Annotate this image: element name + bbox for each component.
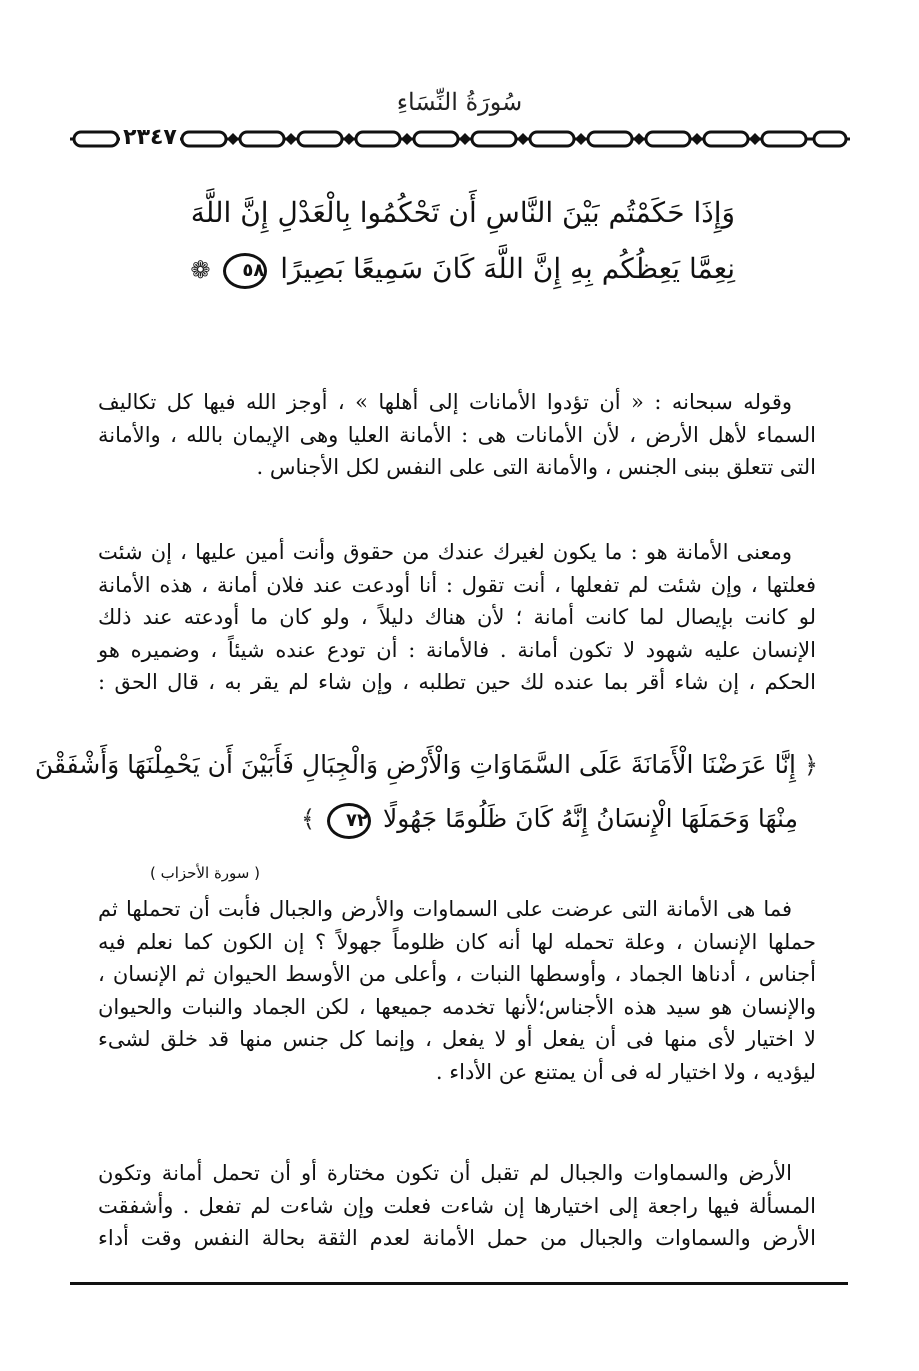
paragraph-line: فعلتها ، وإن شئت لم تفعلها ، أنت تقول : أنا أودعت عند فلان أمانة ، هذه الأمانة xyxy=(98,572,816,597)
paragraph-line: وقوله سبحانه : « أن تؤدوا الأمانات إلى أهلها » ، أوجز الله فيها كل تكاليف xyxy=(98,390,792,414)
ayah-number-marker: ٧٢ xyxy=(327,803,371,839)
verse-line-1: وَإِذَا حَكَمْتُم بَيْنَ النَّاسِ أَن تَحْكُمُوا بِالْعَدْلِ إِنَّ اللَّهَ xyxy=(190,196,735,229)
paragraph-3 xyxy=(98,893,816,1088)
page-number: ٢٣٤٧ xyxy=(120,125,180,150)
quoted-quranic-verse xyxy=(34,738,818,846)
paragraph-line: فما هى الأمانة التى عرضت على السماوات والأرض والجبال فأبت أن تحملها ثم xyxy=(98,897,792,921)
paragraph-line: المسألة فيها راجعة إلى اختيارها إن شاءت فعلت وإن شاءت لم تفعل . وأشفقت xyxy=(98,1193,816,1218)
quoted-verse-line-2-text: مِنْهَا وَحَمَلَهَا الْإِنسَانُ إِنَّهُ كَانَ ظَلُومًا جَهُولًا xyxy=(382,804,798,833)
paragraph-line: لا اختيار لأى منها فى أن يفعل أو لا يفعل ، وإنما كل جنس منها قد خلق لشىء xyxy=(98,1027,816,1051)
verse-line-2-text: نِعِمَّا يَعِظُكُم بِهِ إِنَّ اللَّهَ كَانَ سَمِيعًا بَصِيرًا xyxy=(280,252,735,285)
paragraph-2 xyxy=(98,536,816,699)
paragraph-1 xyxy=(98,386,816,484)
paragraph-line: حملها الإنسان ، وعلة تحمله لها أنه كان ظلوماً جهولاً ؟ إن الكون كما نعلم فيه xyxy=(98,929,816,954)
paragraph-4 xyxy=(98,1157,816,1255)
quoted-verse-line-2 xyxy=(98,792,818,846)
paragraph-line: لو كانت بإيصال لما كانت أمانة ؛ لأن هناك دليلاً ، ولو كان ما أودعته عند ذلك xyxy=(98,605,816,629)
paragraph-line: أجناس ، أدناها الجماد ، وأوسطها النبات ، وأعلى من الأوسط الحيوان ثم الإنسان ، xyxy=(98,962,816,986)
paragraph-line: التى تتعلق ببنى الجنس ، والأمانة التى على النفس لكل الأجناس . xyxy=(256,455,816,479)
decorative-header-rule xyxy=(70,128,850,150)
paragraph-line: ليؤديه ، ولا اختيار له فى أن يمتنع عن الأداء . xyxy=(435,1059,816,1084)
paragraph-line: والإنسان هو سيد هذه الأجناس؛لأنها تخدمه جميعها ، لكن الجماد والنبات والحيوان xyxy=(98,994,816,1019)
surah-reference: ( سورة الأحزاب ) xyxy=(150,864,260,882)
verse-open-bracket-icon: ﴿ xyxy=(803,751,818,779)
quoted-verse-line-1-text: إِنَّا عَرَضْنَا الْأَمَانَةَ عَلَى السَّمَاوَاتِ وَالْأَرْضِ وَالْجِبَالِ فَأَبَيْنَ أَن يَحْمِلْنَهَا وَأَشْفَقْنَ xyxy=(34,750,796,779)
ayah-number-marker: ٥٨ xyxy=(223,253,267,289)
footer-rule xyxy=(70,1282,848,1285)
surah-title: سُورَةُ النِّسَاءِ xyxy=(396,88,523,116)
paragraph-line: ومعنى الأمانة هو : ما يكون لغيرك عندك من حقوق وأنت أمين عليها ، إن شئت xyxy=(98,540,792,564)
paragraph-line: السماء لأهل الأرض ، لأن الأمانات هى : الأمانة العليا وهى الإيمان بالله ، والأمانة xyxy=(98,422,816,447)
verse-line-2 xyxy=(190,241,735,298)
paragraph-line: الأرض والسماوات والجبال لم تقبل أن تكون مختارة أو أن تحمل أمانة وتكون xyxy=(98,1161,792,1185)
paragraph-line: الأرض والسماوات والجبال من حمل الأمانة لعدم الثقة بحالة النفس وقت أداء xyxy=(98,1226,816,1250)
verse-close-bracket-icon: ﴾ xyxy=(301,805,316,833)
main-quranic-verse xyxy=(190,185,735,298)
quoted-verse-line-1 xyxy=(34,738,818,792)
verse-ornament-icon: ❁ xyxy=(190,256,211,284)
paragraph-line: الإنسان عليه شهود لا تكون أمانة . فالأمانة : أن تودع عنده شيئاً ، وضميره هو xyxy=(98,637,816,662)
paragraph-line: الحكم ، إن شاء أقر بما عنده لك حين تطلبه ، وإن شاء لم يقر به ، قال الحق : xyxy=(98,670,816,694)
